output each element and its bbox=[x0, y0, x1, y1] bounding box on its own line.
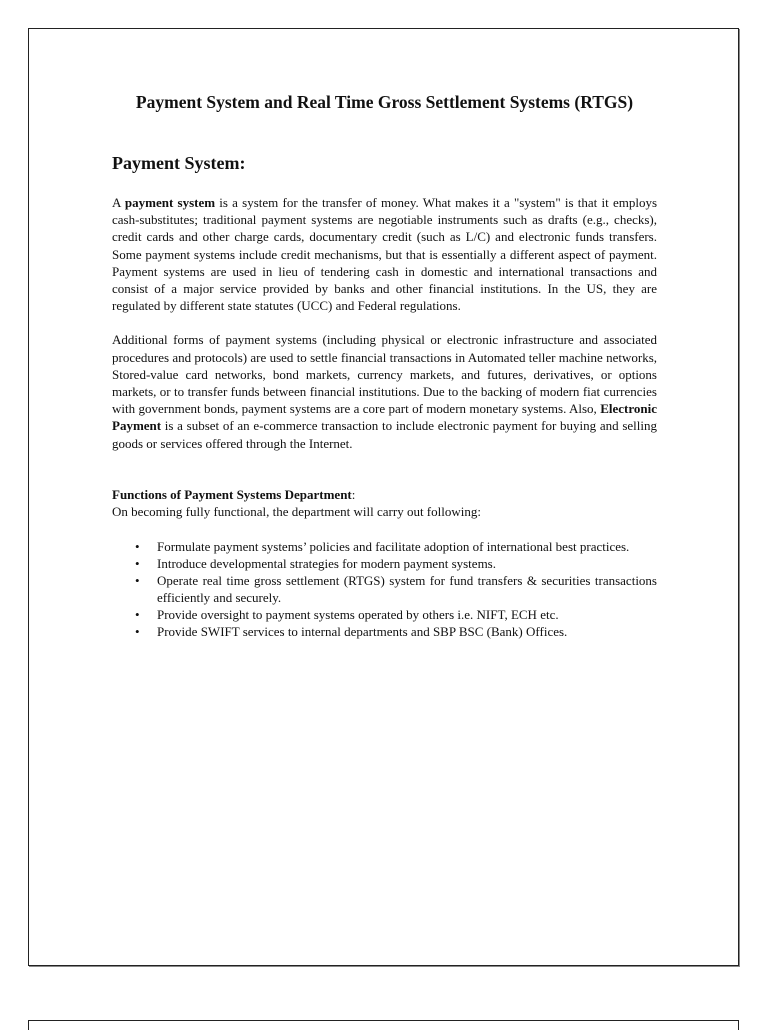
functions-heading bbox=[112, 486, 657, 503]
next-page-edge bbox=[28, 1020, 739, 1030]
paragraph-additional-forms bbox=[112, 331, 657, 451]
bold-term: payment system bbox=[124, 195, 216, 210]
functions-heading-suffix: : bbox=[351, 486, 356, 502]
paragraph-lead: Additional forms of payment systems (including physical or electronic infrastructure and associated procedures and protocols) are used to settle financial transactions in Automated teller machine networks, Stored-value card networks, bond markets, currency markets, and futures, derivatives, or options markets, or to transfer funds between financial institutions. Due to the backing of modern fiat currencies with government bonds, payment systems are a core part of modern monetary systems. Also, bbox=[112, 332, 657, 417]
paragraph-payment-system bbox=[112, 194, 657, 314]
paragraph-lead: A bbox=[112, 195, 125, 210]
document-title: Payment System and Real Time Gross Settlement Systems (RTGS) bbox=[135, 92, 634, 112]
document-page bbox=[28, 28, 739, 966]
bold-term: Electronic Payment bbox=[112, 401, 657, 434]
functions-intro: On becoming fully functional, the department will carry out following: bbox=[112, 504, 481, 520]
page-content bbox=[112, 91, 657, 640]
functions-list bbox=[112, 538, 657, 640]
paragraph-rest: is a subset of an e-commerce transaction to include electronic payment for buying and selling goods or services offered through the Internet. bbox=[112, 418, 657, 451]
list-item: • Operate real time gross settlement (RTGS) system for fund transfers & securities transactions efficiently and securely. bbox=[157, 572, 657, 606]
list-item: • Formulate payment systems’ policies and facilitate adoption of international best practices. bbox=[157, 538, 657, 555]
functions-heading-text: Functions of Payment Systems Department bbox=[112, 486, 352, 502]
paragraph-rest: is a system for the transfer of money. What makes it a "system" is that it employs cash-substitutes; traditional payment systems are negotiable instruments such as drafts (e.g., checks), credit cards and other charge cards, documentary credit (such as L/C) and electronic funds transfers. Some payment systems include credit mechanisms, but that is essentially a different aspect of payment. Payment systems are used in lieu of tendering cash in domestic and international transactions and consist of a major service provided by banks and other financial institutions. In the US, they are regulated by different state statutes (UCC) and Federal regulations. bbox=[112, 195, 658, 314]
list-item: • Introduce developmental strategies for modern payment systems. bbox=[157, 555, 657, 572]
list-item: • Provide SWIFT services to internal departments and SBP BSC (Bank) Offices. bbox=[157, 623, 657, 640]
section-heading: Payment System: bbox=[112, 153, 246, 173]
list-item: • Provide oversight to payment systems operated by others i.e. NIFT, ECH etc. bbox=[157, 606, 657, 623]
